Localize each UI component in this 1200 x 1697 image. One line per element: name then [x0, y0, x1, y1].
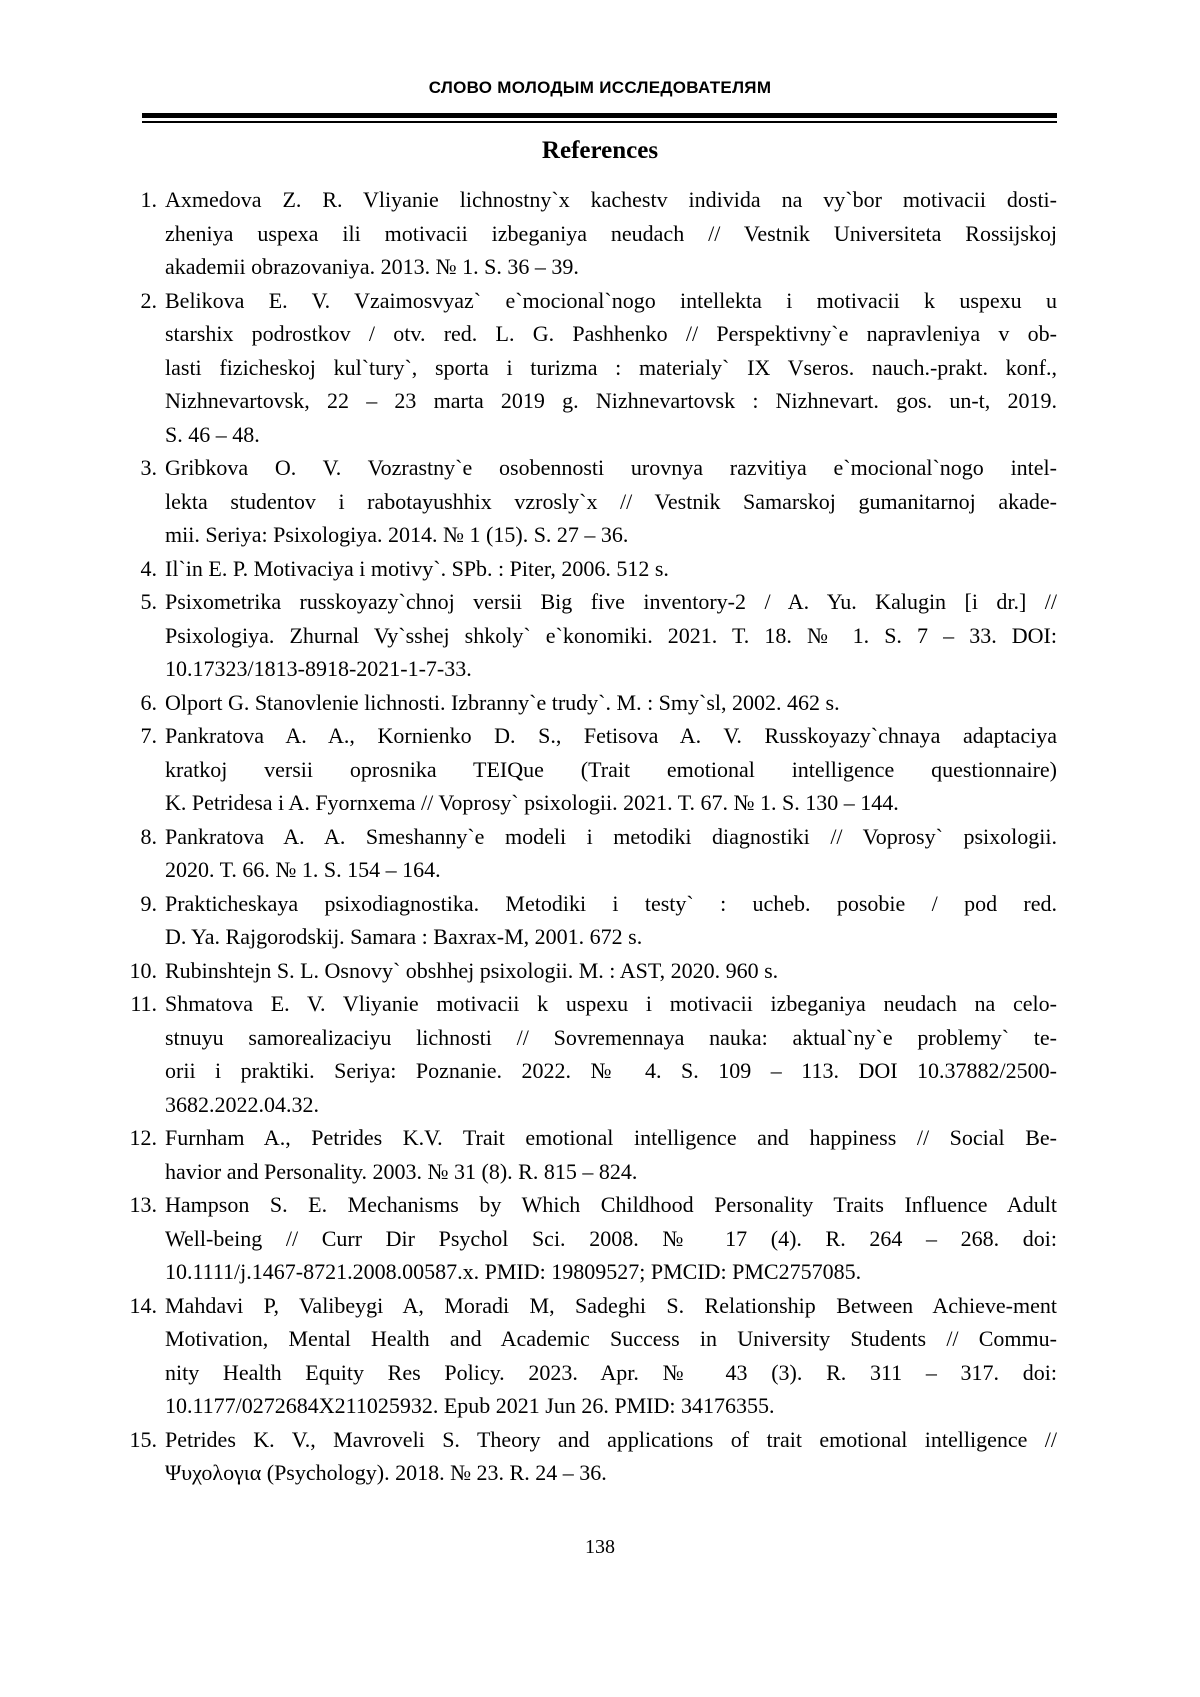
reference-line: starshix podrostkov / otv. red. L. G. Pashhenko // Perspektivny`e napravleniya v ob-	[165, 321, 1057, 346]
reference-item	[127, 820, 1057, 887]
reference-number: 14.	[129, 1292, 157, 1318]
reference-line: Petrides K. V., Mavroveli S. Theory and applications of trait emotional intelligence //	[165, 1426, 1057, 1452]
reference-item	[127, 686, 1057, 720]
reference-body	[165, 284, 1057, 452]
reference-item	[127, 451, 1057, 552]
reference-line: havior and Personality. 2003. № 31 (8). R. 815 – 824.	[165, 1158, 638, 1184]
reference-line: 10.17323/1813-8918-2021-1-7-33.	[165, 656, 472, 681]
reference-line: Pankratova A. A. Smeshanny`e modeli i metodiki diagnostiki // Voprosy` psixologii.	[165, 823, 1057, 849]
reference-body	[165, 1423, 1057, 1490]
reference-number: 5.	[140, 589, 157, 614]
reference-line: Motivation, Mental Health and Academic Success in University Students // Commu-	[165, 1326, 1057, 1351]
header-rule	[142, 113, 1057, 123]
reference-line: 2020. T. 66. № 1. S. 154 – 164.	[165, 857, 441, 882]
reference-line: orii i praktiki. Seriya: Poznanie. 2022. № 4. S. 109 – 113. DOI 10.37882/2500-	[165, 1058, 1057, 1083]
reference-line: Ψυχολογια (Psychology). 2018. № 23. R. 24 – 36.	[165, 1460, 607, 1485]
reference-number: 1.	[140, 187, 157, 212]
reference-line: zheniya uspexa ili motivacii izbeganiya neudach // Vestnik Universiteta Rossijskoj	[165, 220, 1057, 246]
reference-line: lasti fizicheskoj kul`tury`, sporta i turizma : materialy` IX Vseros. nauch.-prakt. konf.,	[165, 354, 1057, 380]
reference-body	[165, 987, 1057, 1121]
reference-line: Olport G. Stanovlenie lichnosti. Izbranny`e trudy`. M. : Smy`sl, 2002. 462 s.	[165, 689, 840, 715]
references-list	[127, 183, 1057, 1490]
reference-number: 13.	[129, 1192, 157, 1217]
reference-number: 12.	[129, 1125, 157, 1150]
reference-item	[127, 954, 1057, 988]
section-title: References	[541, 137, 659, 164]
reference-line: Shmatova E. V. Vliyanie motivacii k uspexu i motivacii izbeganiya neudach na celo-	[165, 991, 1057, 1016]
header-rule-thin	[142, 121, 1057, 123]
reference-line: Il`in E. P. Motivaciya i motivy`. SPb. : Piter, 2006. 512 s.	[165, 555, 669, 581]
reference-line: Gribkova O. V. Vozrastny`e osobennosti urovnya razvitiya e`mocional`nogo intel-	[165, 455, 1057, 480]
running-header: СЛОВО МОЛОДЫМ ИССЛЕДОВАТЕЛЯМ	[428, 78, 772, 97]
reference-line: Prakticheskaya psixodiagnostika. Metodiki i testy` : ucheb. posobie / pod red.	[165, 890, 1057, 916]
reference-line: Furnham A., Petrides K.V. Trait emotional intelligence and happiness // Social Be-	[165, 1125, 1057, 1150]
reference-body	[165, 552, 1057, 586]
reference-item	[127, 1423, 1057, 1490]
reference-body	[165, 887, 1057, 954]
reference-body	[165, 1289, 1057, 1423]
reference-number: 3.	[140, 455, 157, 480]
reference-line: Axmedova Z. R. Vliyanie lichnostny`x kachestv individa na vy`bor motivacii dosti-	[165, 187, 1057, 212]
reference-item	[127, 719, 1057, 820]
reference-body	[165, 183, 1057, 284]
reference-body	[165, 585, 1057, 686]
reference-line: K. Petridesa i A. Fyornxema // Voprosy` psixologii. 2021. T. 67. № 1. S. 130 – 144.	[165, 790, 899, 815]
reference-body	[165, 1121, 1057, 1188]
reference-body	[165, 451, 1057, 552]
reference-item	[127, 183, 1057, 284]
reference-number: 15.	[129, 1426, 157, 1452]
reference-line: Nizhnevartovsk, 22 – 23 marta 2019 g. Nizhnevartovsk : Nizhnevart. gos. un-t, 2019.	[165, 388, 1057, 413]
reference-item	[127, 1289, 1057, 1423]
reference-body	[165, 954, 1057, 988]
reference-line: Well-being // Curr Dir Psychol Sci. 2008. № 17 (4). R. 264 – 268. doi:	[165, 1225, 1057, 1251]
reference-line: nity Health Equity Res Policy. 2023. Apr. № 43 (3). R. 311 – 317. doi:	[165, 1359, 1057, 1385]
reference-item	[127, 585, 1057, 686]
reference-line: D. Ya. Rajgorodskij. Samara : Baxrax-M, 2001. 672 s.	[165, 924, 643, 949]
page-number: 138	[585, 1536, 615, 1558]
reference-line: 10.1177/0272684X211025932. Epub 2021 Jun 26. PMID: 34176355.	[165, 1393, 775, 1418]
reference-body	[165, 820, 1057, 887]
header-rule-thick	[142, 113, 1057, 118]
reference-item	[127, 1188, 1057, 1289]
reference-line: Pankratova A. A., Kornienko D. S., Fetisova A. V. Russkoyazy`chnaya adaptaciya	[165, 723, 1057, 748]
reference-line: 3682.2022.04.32.	[165, 1091, 319, 1117]
reference-line: 10.1111/j.1467-8721.2008.00587.x. PMID: 19809527; PMCID: PMC2757085.	[165, 1259, 862, 1284]
reference-number: 7.	[140, 723, 157, 748]
reference-line: Hampson S. E. Mechanisms by Which Childhood Personality Traits Influence Adult	[165, 1192, 1057, 1217]
reference-line: Psixometrika russkoyazy`chnoj versii Big five inventory-2 / A. Yu. Kalugin [i dr.] //	[165, 589, 1057, 614]
reference-body	[165, 719, 1057, 820]
reference-line: stnuyu samorealizaciyu lichnosti // Sovremennaya nauka: aktual`ny`e problemy` te-	[165, 1024, 1057, 1050]
reference-line: S. 46 – 48.	[165, 421, 260, 447]
reference-line: mii. Seriya: Psixologiya. 2014. № 1 (15). S. 27 – 36.	[165, 522, 629, 547]
reference-line: akademii obrazovaniya. 2013. № 1. S. 36 – 39.	[165, 254, 579, 279]
reference-body	[165, 1188, 1057, 1289]
reference-line: kratkoj versii oprosnika TEIQue (Trait emotional intelligence questionnaire)	[165, 756, 1057, 782]
reference-line: Mahdavi P, Valibeygi A, Moradi M, Sadeghi S. Relationship Between Achieve-ment	[165, 1292, 1057, 1318]
reference-line: lekta studentov i rabotayushhix vzrosly`x // Vestnik Samarskoj gumanitarnoj akade-	[165, 488, 1057, 514]
reference-item	[127, 284, 1057, 452]
reference-number: 2.	[140, 287, 157, 313]
reference-line: Belikova E. V. Vzaimosvyaz` e`mocional`nogo intellekta i motivacii k uspexu u	[165, 287, 1057, 313]
reference-number: 8.	[140, 823, 157, 849]
reference-number: 6.	[140, 689, 157, 715]
reference-line: Psixologiya. Zhurnal Vy`sshej shkoly` e`konomiki. 2021. T. 18. № 1. S. 7 – 33. DOI:	[165, 622, 1057, 648]
reference-item	[127, 987, 1057, 1121]
reference-number: 11.	[130, 991, 157, 1016]
reference-body	[165, 686, 1057, 720]
reference-line: Rubinshtejn S. L. Osnovy` obshhej psixologii. M. : AST, 2020. 960 s.	[165, 957, 779, 983]
reference-item	[127, 1121, 1057, 1188]
reference-item	[127, 552, 1057, 586]
reference-number: 9.	[140, 890, 157, 916]
reference-number: 10.	[129, 957, 157, 983]
reference-item	[127, 887, 1057, 954]
reference-number: 4.	[140, 555, 157, 581]
